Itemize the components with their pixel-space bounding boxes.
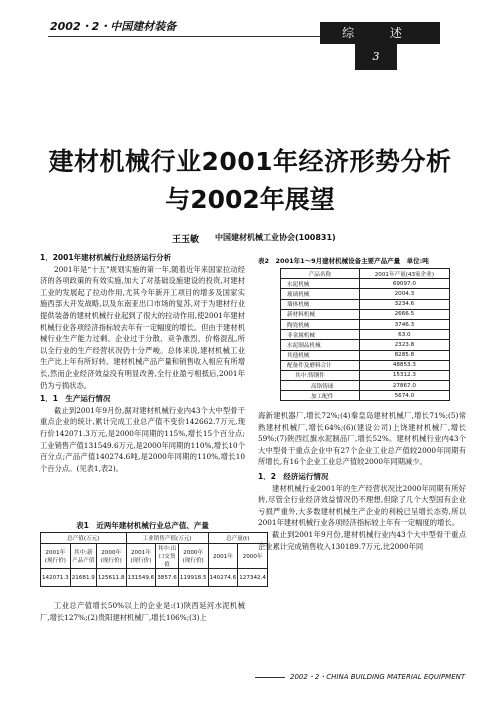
table1-group-header: 总产量(t) xyxy=(208,533,267,544)
table1-sub-header: 其中:新产品产值 xyxy=(70,544,96,569)
table2-caption: 表2 2001年1～9月建材机械设备主要产品产量 单位:吨 xyxy=(258,257,429,265)
running-header: 2002・2・中国建材装备 xyxy=(50,20,177,33)
paragraph: 海新建机器厂,增长72%;(4)秦皇岛建材机械厂,增长71%;(5)常熟建材机械厂,增长64%;(6)(建设公司)上饶建材机械厂,增长59%;(7)陕西红旗水泥制品厂,增长52%。建材机械行业内43个大中型骨干重点企业中有27个企业工业总产值较2000年同期有所增长,有16个企业工业总产值较2000年同期减少。 xyxy=(258,411,466,467)
table1-cell: 142071.3 xyxy=(41,569,71,587)
table2-product: 加工配件 xyxy=(281,391,360,401)
table2-value: 5674.0 xyxy=(359,391,449,401)
section-heading-1-2: 1．2 经济运行情况 xyxy=(258,471,329,481)
page-number: 3 xyxy=(355,44,397,70)
table2-product: 其他机械 xyxy=(281,350,360,360)
table2-product: 墙体机械 xyxy=(281,299,360,309)
table2-value: 48853.3 xyxy=(359,360,449,370)
table1-sub-header: 其中:出口交货值 xyxy=(156,544,179,569)
table2-value: 63.0 xyxy=(359,330,449,340)
table2-value: 2004.3 xyxy=(359,289,449,299)
table2-product: 陶瓷机械 xyxy=(281,319,360,329)
table1-cell: 140274.6 xyxy=(208,569,238,587)
table2-product: 非金属机械 xyxy=(281,330,360,340)
table1-sub-header: 2000年(现行价) xyxy=(178,544,208,569)
table1-group-header: 总产值(万元) xyxy=(41,533,127,544)
table2-value: 2323.8 xyxy=(359,340,449,350)
table2-value: 27867.0 xyxy=(359,381,449,391)
footer-rule xyxy=(255,677,285,678)
table2-product: 水泥制品机械 xyxy=(281,340,360,350)
table1-cell: 3857.6 xyxy=(156,569,179,587)
header-rule xyxy=(48,36,348,37)
left-column-continued xyxy=(40,600,245,623)
table1-cell: 131549.6 xyxy=(126,569,156,587)
table2-header: 产品名称 xyxy=(281,269,360,279)
table1-cell: 119918.5 xyxy=(178,569,208,587)
table1-caption: 表1 近两年建材机械行业总产值、产量 xyxy=(76,521,209,530)
table2-header: 2001年产量(43家企业) xyxy=(359,269,449,279)
table2-product: 水泥机械 xyxy=(281,279,360,289)
table1-sub-header: 2000年(现行价) xyxy=(96,544,126,569)
table1 xyxy=(40,532,268,587)
paragraph: 截止到2001年9月份,据对建材机械行业内43个大中型骨干重点企业的统计,累计完成工业总产值不变价142662.7万元,现行价142071.3万元,是2000年同期的115%,增长15个百分点;工业销售产值131549.6万元,是2000年同期的110%,增长10个百分点;产品产值140274.6吨,是2000年同期的110%,增长10个百分点。(见表1,表2)。 xyxy=(40,405,245,473)
table2-value: 15312.3 xyxy=(359,370,449,380)
running-footer: 2002・2・CHINA BUILDING MATERIAL EQUIPMENT xyxy=(290,673,466,681)
table1-sub-header: 2001年 xyxy=(208,544,238,569)
table1-sub-header: 2001年(现行价) xyxy=(126,544,156,569)
table2-value: 3234.6 xyxy=(359,299,449,309)
table2-product: 新材料机械 xyxy=(281,309,360,319)
table2-product: 高铬铸球 xyxy=(281,381,360,391)
section-heading-1-1: 1．1 生产运行情况 xyxy=(40,394,111,404)
article-title: 建材机械行业2001年经济形势分析 xyxy=(48,147,452,176)
section-label: 综 述 xyxy=(320,22,440,44)
table2-product: 其中:铸钢件 xyxy=(281,370,360,380)
table1-sub-header: 2001年(现行价) xyxy=(41,544,71,569)
table1-cell: 21681.9 xyxy=(70,569,96,587)
table2-value: 8285.8 xyxy=(359,350,449,360)
table2-product: 玻璃机械 xyxy=(281,289,360,299)
paragraph: 2001年是“十五”规划实施的第一年,随着近年来国家拉动经济的各项政策的有效实施,加大了对基础设施建设的投资,对建材工业的发展起了拉动作用,尤其今年新开工项目的增多及国家实施西部大开发战略,以及东南亚出口市场的复苏,对于为建材行业提供装备的建材机械行业起到了很大的拉动作用,使2001年建材机械行业各项经济指标较去年有一定幅度的增长。但由于建材机械行业生产能力过剩、企业过于分散、竞争激烈、价格混乱,所以全行业的生产经营状况仍十分严峻。总体来说,建材机械工业生产比上年有所好转。建材机械产品产量和销售收入相应有所增长,然而企业经济效益没有明显改善,全行业盈亏相抵后,2001年仍为亏损状态。 xyxy=(40,264,245,390)
paragraph: 截止到2001年9月份,建材机械行业内43个大中型骨干重点企业累计完成销售收入130189.7万元,比2000年同 xyxy=(258,529,466,551)
section-heading-1: 1．2001年建材机械行业经济运行分析 xyxy=(40,253,172,262)
paragraph: 工业总产值增长50%以上的企业是:(1)陕西延河水泥机械厂,增长127%;(2)贵阳建材机械厂,增长106%;(3)上 xyxy=(40,601,245,622)
left-column xyxy=(40,252,245,474)
article-title-line2: 与2002年展望 xyxy=(165,185,335,214)
table2 xyxy=(280,268,450,401)
table2-product: 配备件及磨料合计 xyxy=(281,360,360,370)
table2-value: 2666.5 xyxy=(359,309,449,319)
paragraph: 建材机械行业2001年的生产经营状况比2000年同期有所好转,尽管全行业经济效益情况仍不理想,但除了几个大型国有企业亏损严重外,大多数建材机械生产企业的利税已呈增长态势,所以2001年建材机械行业各项经济指标较上年有一定幅度的增长。 xyxy=(258,483,466,528)
right-column xyxy=(258,410,466,552)
author-affiliation: 中国建材机械工业协会(100831) xyxy=(215,233,336,242)
table2-value: 69097.0 xyxy=(359,279,449,289)
table1-cell: 125611.8 xyxy=(96,569,126,587)
author-name: 王玉敏 xyxy=(172,235,200,245)
table1-group-header: 工业销售产值(万元) xyxy=(126,533,208,544)
table1-cell: 127342.4 xyxy=(238,569,268,587)
table1-sub-header: 2000年 xyxy=(238,544,268,569)
table2-value: 3746.3 xyxy=(359,319,449,329)
